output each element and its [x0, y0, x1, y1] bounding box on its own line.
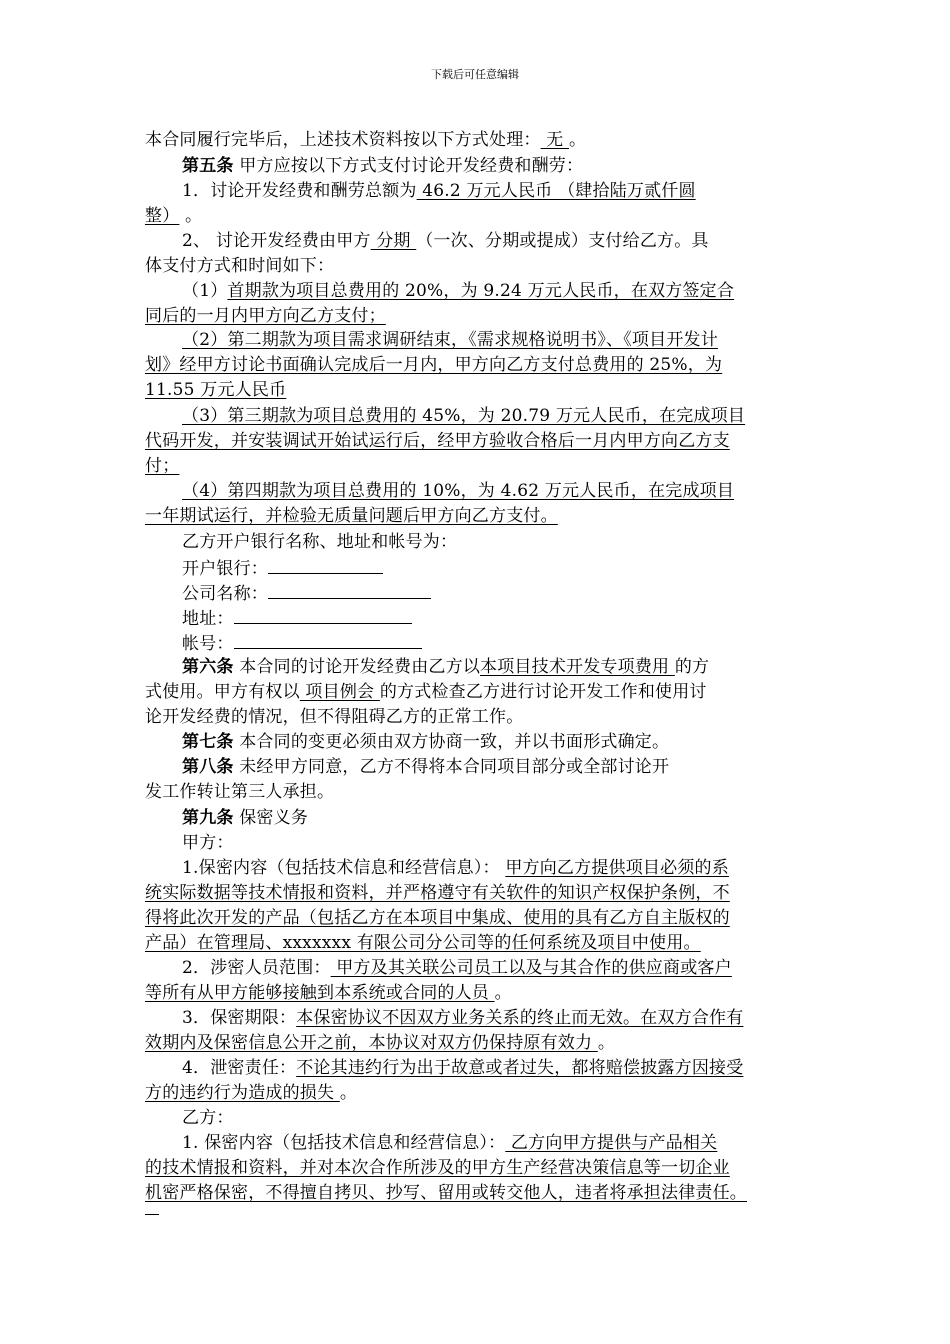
filled-value: 效期内及保密信息公开之前，本协议对双方仍保持原有效力	[145, 1033, 598, 1053]
text-line	[145, 353, 722, 377]
text-line	[182, 630, 422, 656]
text-line	[145, 304, 386, 328]
text-line	[182, 806, 308, 830]
text-line	[182, 956, 732, 980]
trailing-underline	[145, 1214, 159, 1215]
text-line	[182, 655, 709, 679]
text-line	[145, 705, 523, 729]
text-line	[145, 504, 558, 528]
filled-value: 甲方向乙方提供项目必须的系	[505, 858, 729, 878]
text-line	[145, 931, 701, 955]
line-text: 2．涉密人员范围：	[182, 958, 331, 978]
line-text: 未经甲方同意，乙方不得将本合同项目部分或全部讨论开	[233, 757, 670, 777]
text-line	[182, 580, 431, 606]
text-line	[182, 179, 696, 203]
filled-value: 11.55 万元人民币	[145, 380, 287, 400]
line-text: 本合同的变更必须由双方协商一致，并以书面形式确定。	[233, 732, 670, 752]
filled-value: （3）第三期款为项目总费用的 45%，为 20.79 万元人民币，在完成项目	[182, 406, 746, 426]
text-line	[182, 831, 234, 855]
filled-value: 乙方向甲方提供与产品相关	[505, 1133, 718, 1153]
line-text: 帐号：	[182, 634, 234, 654]
article-number: 第六条	[182, 657, 234, 677]
blank-field	[268, 580, 431, 599]
line-text: 甲方：	[182, 833, 234, 853]
text-line	[145, 881, 730, 905]
text-line	[182, 404, 745, 428]
filled-value: 机密严格保密，不得擅自拷贝、抄写、留用或转交他人，违者将承担法律责任。	[145, 1183, 747, 1203]
line-text: 3．保密期限：	[182, 1008, 297, 1028]
text-line	[145, 204, 202, 228]
article-number: 第七条	[182, 732, 234, 752]
line-text: 乙方：	[182, 1108, 234, 1128]
filled-value: 甲方及其关联公司员工以及与其合作的供应商或客户	[330, 958, 732, 978]
text-line	[145, 454, 179, 478]
blank-field	[234, 605, 412, 624]
filled-value: 整）	[145, 206, 180, 226]
text-line	[145, 128, 586, 152]
text-line	[182, 856, 729, 880]
line-text: 本合同履行完毕后，上述技术资料按以下方式处理：	[145, 130, 541, 150]
filled-value: 划》经甲方讨论书面确认完成后一月内，甲方向乙方支付总费用的 25%，为	[145, 355, 723, 375]
text-line	[145, 1081, 357, 1105]
line-text: 发工作转让第三人承担。	[145, 782, 335, 802]
text-line	[182, 328, 718, 352]
filled-value: 分期	[370, 231, 417, 251]
blank-field	[268, 555, 383, 574]
filled-value: 等所有从甲方能够接触到本系统或合同的人员	[145, 983, 495, 1003]
blank-field	[234, 630, 422, 649]
text-line	[182, 1006, 743, 1030]
line-text-tail: 的方式检查乙方进行讨论开发工作和使用讨	[379, 682, 707, 702]
filled-value: （2）第二期款为项目需求调研结束，《需求规格说明书》、《项目开发计	[182, 330, 718, 350]
text-line	[145, 378, 286, 402]
filled-value: 付；	[145, 456, 180, 476]
article-number: 第八条	[182, 757, 234, 777]
line-text: 体支付方式和时间如下：	[145, 256, 335, 276]
filled-value: （4）第四期款为项目总费用的 10%，为 4.62 万元人民币，在完成项目	[182, 481, 735, 501]
filled-value: 不论其违约行为出于故意或者过失，都将赔偿披露方因接受	[296, 1058, 744, 1078]
text-line	[182, 755, 669, 779]
line-text: 保密义务	[233, 808, 309, 828]
filled-value: 首期款为项目总费用的 20%，为 9.24 万元人民币，在双方签定合	[227, 281, 735, 301]
text-line	[182, 1106, 234, 1130]
text-line	[182, 479, 734, 503]
text-line	[182, 530, 457, 554]
line-text-tail: 。	[339, 1083, 358, 1103]
line-text: （1）	[182, 281, 228, 301]
line-text: 1. 保密内容（包括技术信息和经营信息）：	[182, 1133, 506, 1153]
text-line	[182, 605, 412, 631]
text-line	[182, 555, 383, 581]
filled-value: 的技术情报和资料，并对本次合作所涉及的甲方生产经营决策信息等一切企业	[145, 1158, 730, 1178]
line-text: 地址：	[182, 609, 234, 629]
line-text: 公司名称：	[182, 584, 268, 604]
text-line	[145, 1181, 747, 1205]
filled-value: 本项目技术开发专项费用	[480, 657, 675, 677]
filled-value: 产品）在管理局、xxxxxxx 有限公司分公司等的任何系统及项目中使用。	[145, 933, 701, 953]
text-line	[145, 1156, 730, 1180]
filled-value: 得将此次开发的产品（包括乙方在本项目中集成、使用的具有乙方自主版权的	[145, 908, 730, 928]
line-text-tail: 。	[179, 206, 203, 226]
filled-value: 一年期试运行，并检验无质量问题后甲方向乙方支付。	[145, 506, 558, 526]
line-text-tail: 的方	[674, 657, 710, 677]
line-text-tail: 。	[494, 983, 512, 1003]
line-text: 本合同的讨论开发经费由乙方以	[233, 657, 481, 677]
filled-value: 无	[540, 130, 570, 150]
line-text: 1．讨论开发经费和酬劳总额为	[182, 181, 417, 201]
line-text-tail: 。	[597, 1033, 616, 1053]
text-line	[145, 1031, 615, 1055]
text-line	[145, 680, 707, 704]
article-number: 第九条	[182, 808, 234, 828]
line-text-tail: 。	[569, 130, 587, 150]
filled-value: 项目例会	[299, 682, 380, 702]
filled-value: 统实际数据等技术情报和资料，并严格遵守有关软件的知识产权保护条例，不	[145, 883, 730, 903]
text-line	[182, 1056, 743, 1080]
line-text: 开户银行：	[182, 559, 268, 579]
page-header: 下载后可任意编辑	[431, 68, 519, 81]
text-line	[182, 229, 709, 253]
text-line	[182, 154, 583, 178]
line-text: 式使用。甲方有权以	[145, 682, 300, 702]
text-line	[145, 981, 512, 1005]
text-line	[182, 1131, 717, 1155]
filled-value: 方的违约行为造成的损失	[145, 1083, 340, 1103]
text-line	[182, 279, 734, 303]
line-text-tail: （一次、分期或提成）支付给乙方。具	[416, 231, 709, 251]
line-text: 论开发经费的情况，但不得阻碍乙方的正常工作。	[145, 707, 524, 727]
line-text: 4．泄密责任：	[182, 1058, 297, 1078]
text-line	[145, 780, 334, 804]
filled-value: 46.2 万元人民币 （肆拾陆万贰仟圆	[416, 181, 696, 201]
filled-value: 同后的一月内甲方向乙方支付；	[145, 306, 386, 326]
line-text: 甲方应按以下方式支付讨论开发经费和酬劳：	[233, 156, 584, 176]
text-line	[145, 429, 730, 453]
line-text: 乙方开户银行名称、地址和帐号为：	[182, 532, 458, 552]
filled-value: 本保密协议不因双方业务关系的终止而无效。在双方合作有	[296, 1008, 744, 1028]
text-line	[145, 906, 730, 930]
line-text: 1.保密内容（包括技术信息和经营信息）：	[182, 858, 506, 878]
filled-value: 代码开发，并安装调试开始试运行后，经甲方验收合格后一月内甲方向乙方支	[145, 431, 730, 451]
text-line	[145, 254, 334, 278]
line-text: 2、 讨论开发经费由甲方	[182, 231, 371, 251]
article-number: 第五条	[182, 156, 234, 176]
text-line	[182, 730, 669, 754]
